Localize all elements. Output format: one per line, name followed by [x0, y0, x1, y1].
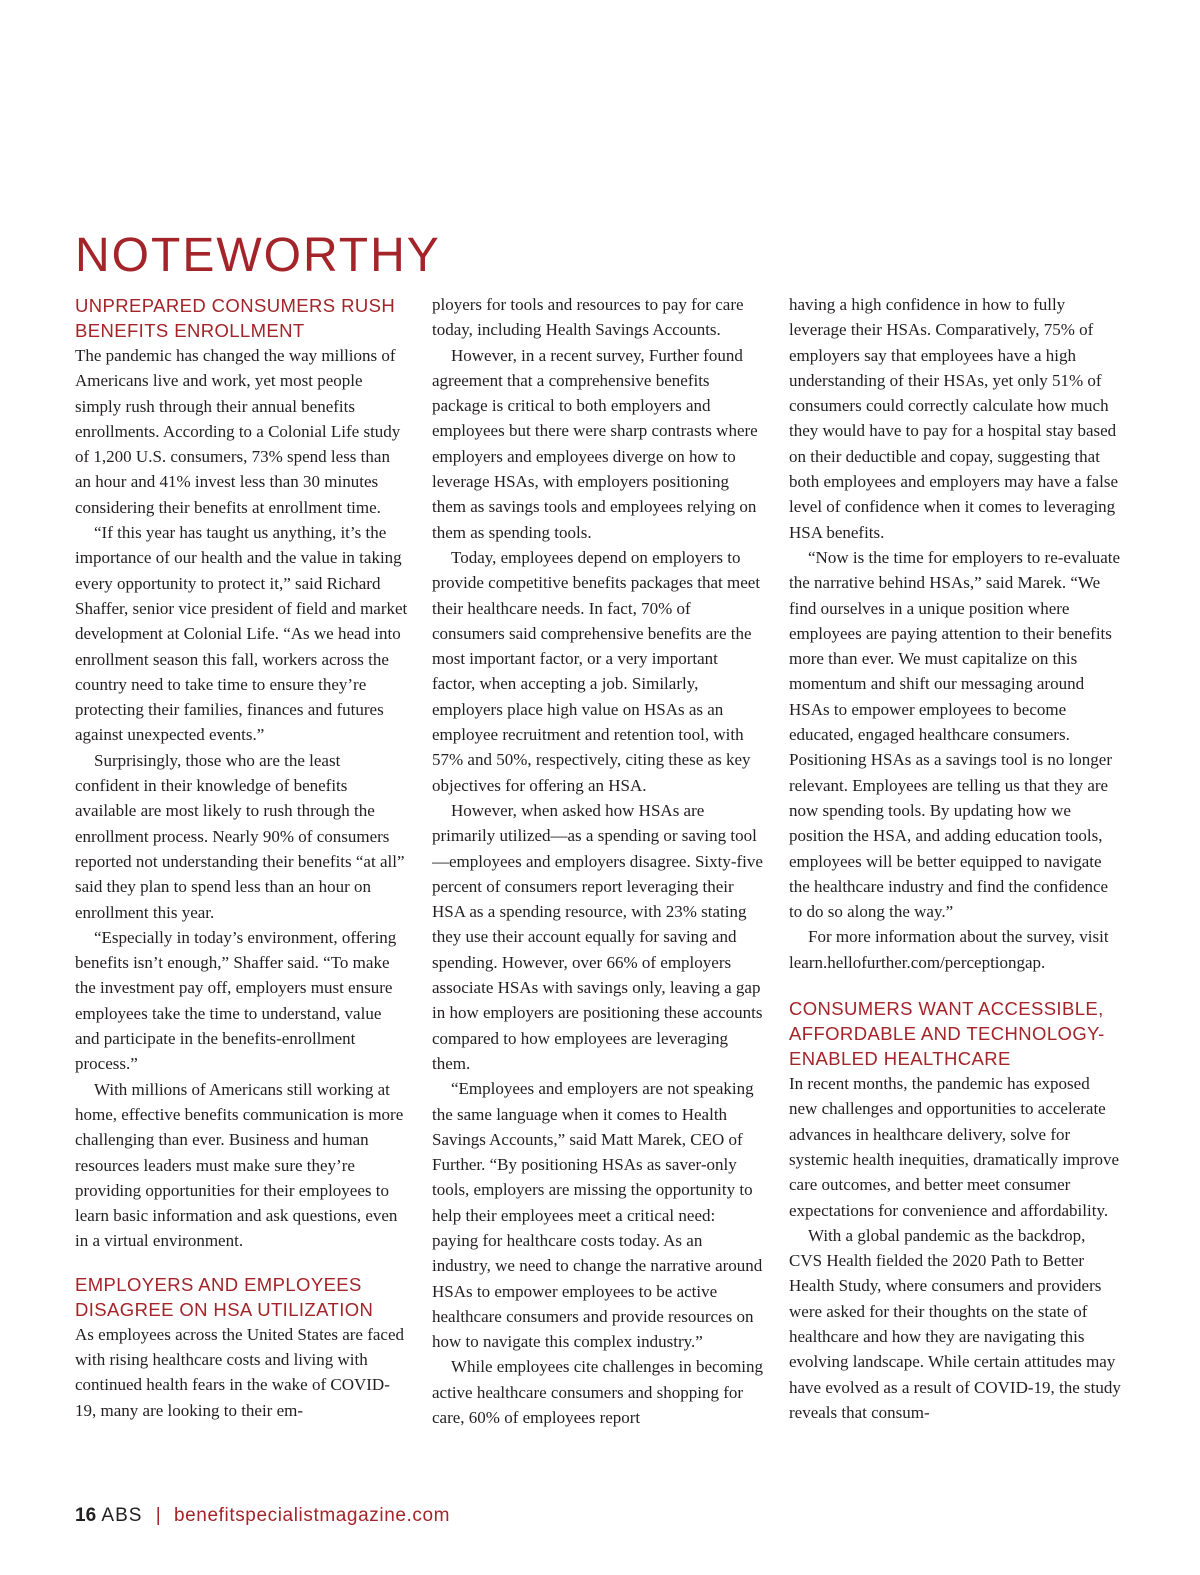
section-title: NOTEWORTHY — [75, 229, 441, 282]
article-2-paragraph-continued: ployers for tools and resources to pay for care today, including Health Savings Accounts. — [432, 295, 744, 340]
page-footer — [75, 1503, 450, 1529]
article-2-paragraph-2: However, in a recent survey, Further found agreement that a comprehensive benefits package is critical to both employers and employees but there were sharp contrasts where employers and employees diverge on how to leverage HSAs, with employers positioning them as savings tools and employees relying on them as spending tools. — [432, 345, 758, 542]
article-2-paragraph-6: While employees cite challenges in becoming active healthcare consumers and shopping for care, 60% of employees report — [432, 1357, 764, 1428]
article-1-paragraph-2: “If this year has taught us anything, it’s the importance of our health and the value in taking every opportunity to protect it,” said Richard Shaffer, senior vice president of field and market development at Colonial Life. “As we head into enrollment season this fall, workers across the country need to take time to ensure they’re protecting their families, finances and futures against unexpected events.” — [75, 523, 408, 745]
column-3 — [789, 292, 1122, 1487]
article-2-paragraph-4: However, when asked how HSAs are primarily utilized—as a spending or saving tool—employees and employers disagree. Sixty-five percent of consumers report leveraging their HSA as a spending resource, with 23% stating they use their account equally for saving and spending. However, over 66% of employers associate HSAs with savings only, leaving a gap in how employers are positioning these accounts compared to how employees are leveraging them. — [432, 800, 763, 1073]
article-2-paragraph-1: As employees across the United States are faced with rising healthcare costs and living with continued health fears in the wake of COVID-19, many are looking to their em- — [75, 1324, 405, 1420]
page-number: 16 — [75, 1505, 97, 1526]
article-1-headline: UNPREPARED CONSUMERS RUSH BENEFITS ENROLLMENT — [75, 295, 396, 341]
article-1-paragraph-4: “Especially in today’s environment, offering benefits isn’t enough,” Shaffer said. “To make the investment pay off, employers must ensure employees take the time to understand, value and participate in the benefits-enrollment process.” — [75, 927, 397, 1074]
article-2-paragraph-8: For more information about the survey, visit learn.hellofurther.com/perceptiongap. — [789, 927, 1109, 972]
article-2-paragraph-3: Today, employees depend on employers to provide competitive benefits packages that meet their healthcare needs. In fact, 70% of consumers said comprehensive benefits are the most important factor, or a very important factor, when accepting a job. Similarly, employers place high value on HSAs as an employee recruitment and retention tool, with 57% and 50%, respectively, citing these as key objectives for offering an HSA. — [432, 547, 761, 795]
article-3-paragraph-1: In recent months, the pandemic has exposed new challenges and opportunities to accelerate advances in healthcare delivery, solve for systemic health inequities, dramatically improve care outcomes, and better meet consumer expectations for convenience and affordability. — [789, 1074, 1119, 1220]
column-1 — [75, 292, 408, 1487]
article-1-paragraph-3: Surprisingly, those who are the least confident in their knowledge of benefits available are most likely to rush through the enrollment process. Nearly 90% of consumers reported not understanding their benefits “at all” said they plan to spend less than an hour on enrollment this year. — [75, 750, 405, 922]
article-2-paragraph-6-continued: having a high confidence in how to fully leverage their HSAs. Comparatively, 75% of employers say that employees have a high understanding of their HSAs, yet only 51% of consumers could correctly calculate how much they would have to pay for a hospital stay based on their deductible and copay, suggesting that both employees and employers may have a false level of confidence when it comes to leveraging HSA benefits. — [789, 295, 1119, 542]
article-3-paragraph-2: With a global pandemic as the backdrop, CVS Health fielded the 2020 Path to Better Health Study, where consumers and providers were asked for their thoughts on the state of healthcare and how they are navigating this evolving landscape. While certain attitudes may have evolved as a result of COVID-19, the study reveals that consum- — [789, 1225, 1121, 1422]
article-3-headline: CONSUMERS WANT ACCESSIBLE, AFFORDABLE AND TECHNOLOGY-ENABLED HEALTHCARE — [789, 998, 1105, 1070]
article-1-paragraph-1: The pandemic has changed the way millions of Americans live and work, yet most people simply rush through their annual benefits enrollments. According to a Colonial Life study of 1,200 U.S. consumers, 73% spend less than an hour and 41% invest less than 30 minutes considering their benefits at enrollment time. — [75, 346, 401, 517]
website-link[interactable]: benefitspecialistmagazine.com — [173, 1505, 451, 1526]
magazine-name: ABS — [101, 1505, 143, 1526]
article-1-paragraph-5: With millions of Americans still working at home, effective benefits communication is more challenging than ever. Business and human resources leaders must make sure they’re providing opportunities for their employees to learn basic information and ask questions, even in a virtual environment. — [75, 1079, 404, 1251]
article-2-paragraph-5: “Employees and employers are not speaking the same language when it comes to Health Savings Accounts,” said Matt Marek, CEO of Further. “By positioning HSAs as saver-only tools, employers are missing the opportunity to help their employees meet a critical need: paying for healthcare costs today. As an industry, we need to change the narrative around HSAs to empower employees to be active healthcare consumers and provide resources on how to navigate this complex industry.” — [432, 1079, 763, 1352]
article-2-paragraph-7: “Now is the time for employers to re-evaluate the narrative behind HSAs,” said Marek. “We find ourselves in a unique position where employees are paying attention to their benefits more than ever. We must capitalize on this momentum and shift our messaging around HSAs to empower employees to become educated, engaged healthcare consumers. Positioning HSAs as a savings tool is no longer relevant. Employees are telling us that they are now spending tools. By updating how we position the HSA, and adding education tools, employees will be better equipped to navigate the healthcare industry and find the confidence to do so along the way.” — [789, 547, 1121, 922]
column-2 — [432, 292, 765, 1487]
footer-separator: | — [155, 1505, 161, 1526]
article-2-headline: EMPLOYERS AND EMPLOYEES DISAGREE ON HSA UTILIZATION — [75, 1273, 374, 1320]
